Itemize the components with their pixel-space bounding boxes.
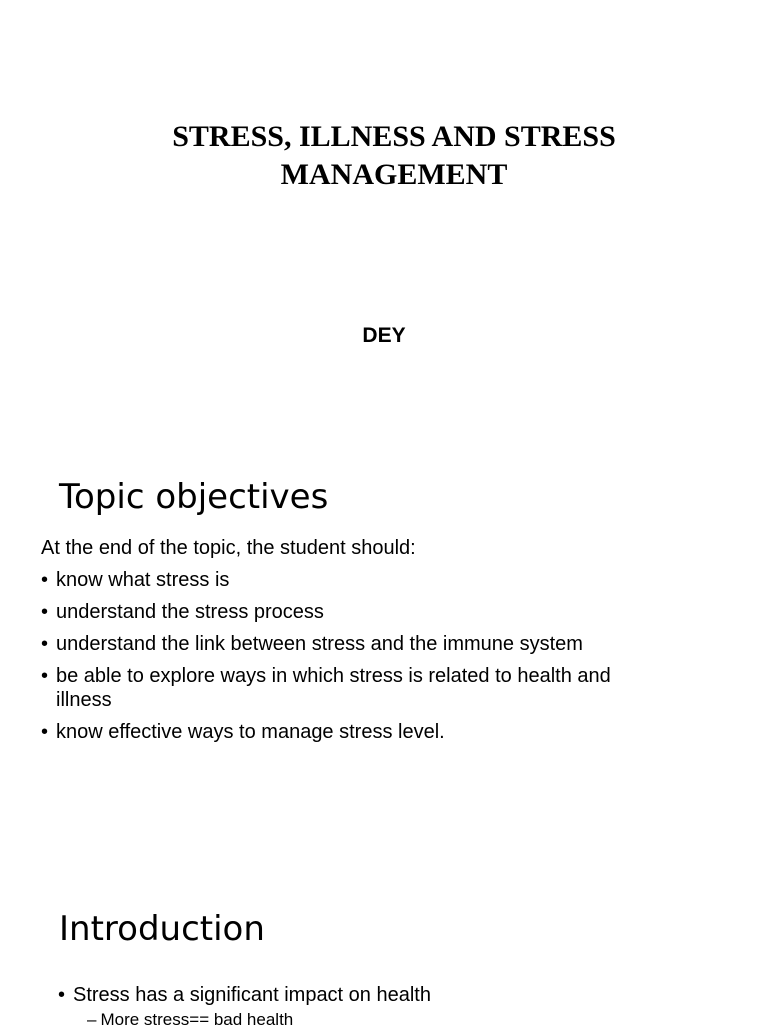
bullet-icon: • — [41, 569, 49, 591]
slide-subtitle: DEY — [362, 324, 406, 347]
bullet-icon: • — [41, 665, 49, 687]
list-item — [58, 983, 708, 1007]
objectives-list — [41, 568, 641, 752]
list-item-text: understand the link between stress and the immune system — [56, 633, 583, 655]
list-item — [41, 568, 641, 592]
list-item-text: be able to explore ways in which stress is related to health and illness — [56, 665, 611, 711]
list-item — [41, 632, 641, 656]
bullet-icon: • — [41, 601, 49, 623]
bullet-icon: • — [41, 721, 49, 743]
list-item-text: know effective ways to manage stress level. — [56, 721, 445, 743]
list-item-text: Stress has a significant impact on health — [73, 984, 431, 1006]
list-item — [41, 664, 641, 712]
list-item-text: understand the stress process — [56, 601, 324, 623]
dash-icon: – — [87, 1010, 97, 1029]
list-item — [41, 720, 641, 744]
objectives-intro-text: At the end of the topic, the student should: — [41, 537, 416, 559]
sub-list-item — [87, 1010, 293, 1030]
bullet-icon: • — [58, 984, 66, 1006]
slide-title: STRESS, ILLNESS AND STRESS MANAGEMENT — [172, 120, 616, 191]
bullet-icon: • — [41, 633, 49, 655]
introduction-heading: Introduction — [59, 909, 265, 949]
list-item — [41, 600, 641, 624]
topic-objectives-heading: Topic objectives — [59, 477, 329, 517]
list-item-text: know what stress is — [56, 569, 230, 591]
sub-list-item-text: More stress== bad health — [100, 1010, 294, 1029]
introduction-list — [58, 983, 708, 1007]
